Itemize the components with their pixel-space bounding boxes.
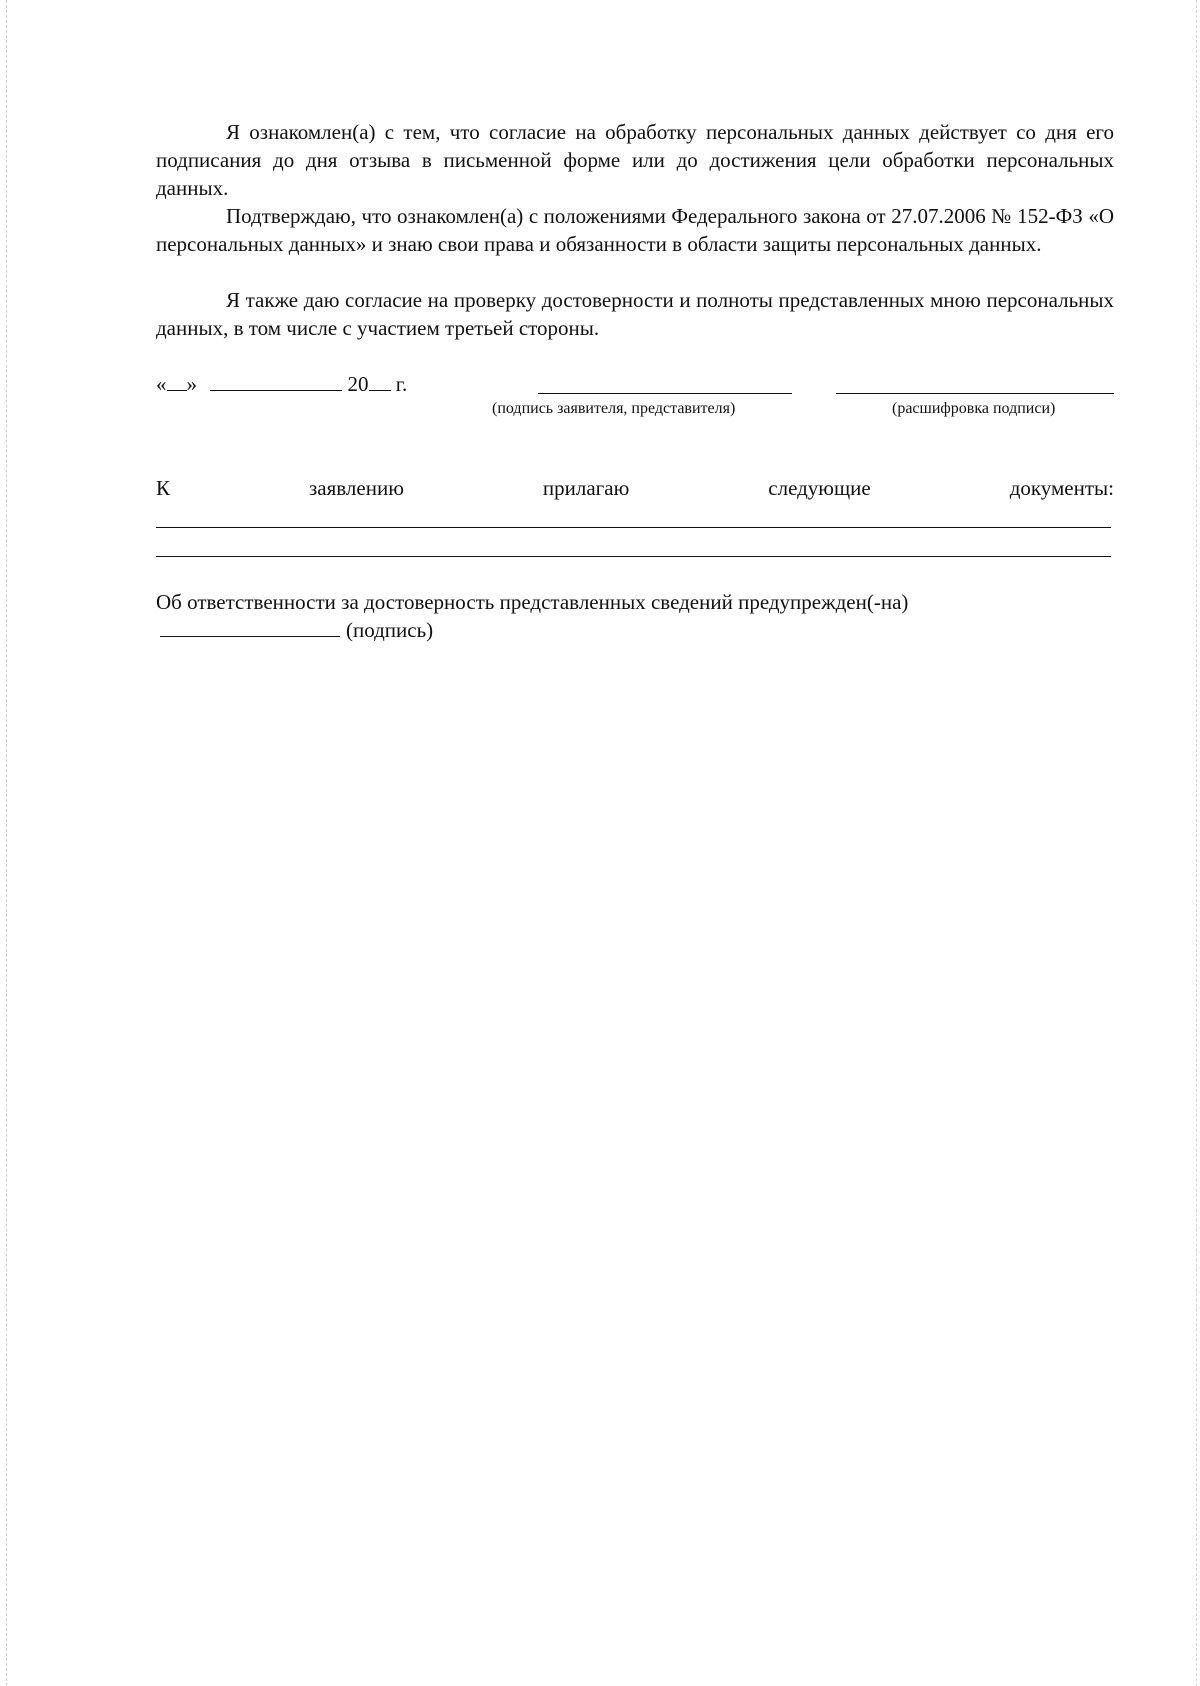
date-open-quote: « [156, 372, 167, 396]
applicant-signature-line[interactable] [538, 393, 792, 394]
attachments-word: прилагаю [542, 476, 630, 500]
responsibility-signature-caption: (подпись) [346, 618, 434, 642]
attachments-line-1[interactable] [156, 527, 1111, 528]
attachments-word: заявлению [309, 476, 404, 500]
signature-decryption-line[interactable] [836, 393, 1114, 394]
date-close-quote: » [186, 372, 197, 396]
day-blank[interactable] [167, 370, 187, 391]
year-suffix: г. [390, 372, 408, 396]
responsibility-statement: Об ответственности за достоверность представленных сведений предупрежден(-на) [156, 590, 909, 614]
attachments-line-2[interactable] [156, 556, 1111, 557]
attachments-word: документы: [1009, 476, 1114, 500]
attachments-word: К [156, 476, 171, 500]
month-blank[interactable] [210, 370, 342, 391]
date-field [156, 370, 407, 398]
signature-decryption-caption: (расшифровка подписи) [892, 400, 1056, 417]
verification-consent-paragraph: Я также даю согласие на проверку достоверности и полноты представленных мною персональных данных, в том числе с участием третьей стороны. [156, 288, 1114, 340]
responsibility-signature [160, 616, 433, 644]
consent-validity-paragraph: Я ознакомлен(а) с тем, что согласие на обработку персональных данных действует со дня его подписания до дня отзыва в письменной форме или до достижения цели обработки персональных данных. [156, 120, 1114, 200]
year-blank[interactable] [369, 370, 391, 391]
year-prefix: 20 [347, 372, 369, 396]
responsibility-signature-blank[interactable] [160, 616, 340, 637]
attachments-word: следующие [768, 476, 871, 500]
scan-edge-right [1196, 0, 1197, 1686]
attachments-heading [156, 474, 1114, 502]
scan-edge-left [6, 0, 7, 1686]
applicant-signature-caption: (подпись заявителя, представителя) [492, 400, 736, 417]
law-acknowledgement-paragraph: Подтверждаю, что ознакомлен(а) с положениями Федерального закона от 27.07.2006 № 152-ФЗ «О персональных данных» и знаю свои права и обязанности в области защиты персональных данных. [156, 204, 1114, 256]
